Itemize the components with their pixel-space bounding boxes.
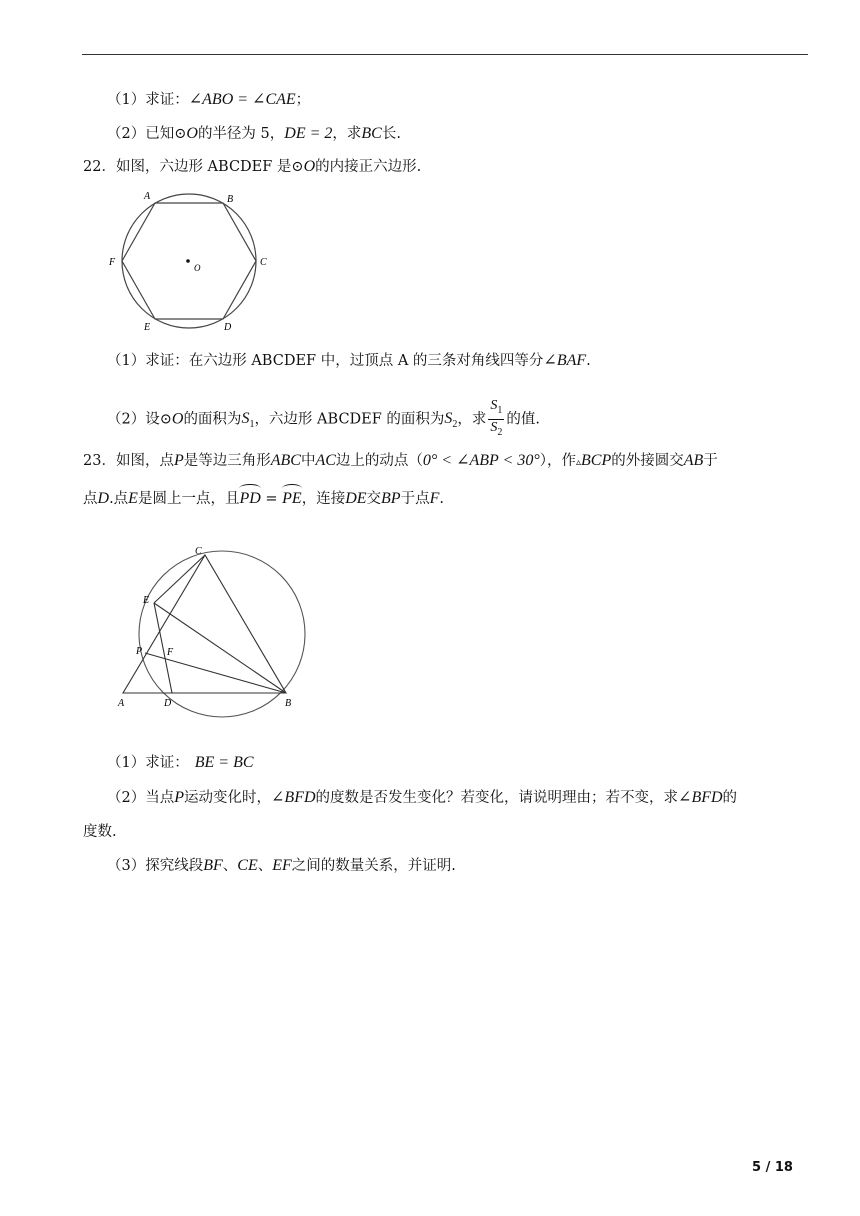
q21-part1-suffix: ； [295,92,311,108]
q23-point-E: E [128,490,138,507]
q23-part3 [107,856,456,876]
q23-triangle-BCP: BCP [581,452,612,469]
q22-fraction-numerator [488,398,504,420]
q22-part2-text-b: 的面积为 [183,411,242,428]
q23-arc-PE: PE [282,490,302,507]
q23-part2-point-P: P [174,789,185,806]
q23-part1-label: （1）求证： [107,755,189,771]
q23-condition: 0° < ∠ABP < 30° [422,452,540,469]
q22-part2-S2-sub: 2 [452,419,458,431]
q22-fraction-num-sub: 1 [497,404,503,416]
q22-stem-circle-name: O [303,158,316,175]
q22-part2-text-a: （2）设⊙ [107,411,172,428]
q22-part1 [107,351,591,371]
q23-part3-text-a: （3）探究线段 [107,858,204,874]
q23-segment-EF: EF [272,857,292,874]
q23-circumcircle [139,551,305,717]
q23-part2-angle-2: ∠BFD [678,789,723,806]
q22-label-B: B [227,194,234,205]
q23-part2 [107,788,737,808]
q23-stem-line1 [83,451,718,473]
q23-part2-line2 [83,822,117,842]
q22-part1-text: （1）求证：在六边形 ABCDEF 中，过顶点 A 的三条对角线四等分 [107,353,544,369]
q23-part1-expr: BE = BC [194,754,254,771]
q23-point-P: P [173,452,184,469]
q22-part2-S1-sub: 1 [249,419,255,431]
q22-part2-text-d: ，求 [457,411,487,428]
q23-sep-1: 、 [222,858,238,874]
q23-part1 [107,753,254,773]
q22-stem-text-a: 22．如图，六边形 ABCDEF 是⊙ [83,159,304,175]
q22-stem-text-b: 的内接正六边形. [315,159,422,175]
q23-part2-text-a: （2）当点 [107,790,175,806]
q23-text-d: 边上的动点（ [335,453,423,469]
q22-label-F: F [109,257,116,268]
q22-part2-S1 [241,410,255,431]
q22-fraction-den-sub: 2 [497,426,503,438]
q23-side-AB: AB [683,452,704,469]
q23-text-l: 交 [366,491,382,507]
q21-part2-text-b: 的半径为 5， [197,126,285,142]
header-rule [82,54,808,55]
q22-fraction-den-letter: S [490,419,498,435]
q23-text-h: 点 [83,491,98,507]
q22-center-dot [186,259,190,263]
q23-segment-BF: BF [203,857,223,874]
q22-part2-S2-letter: S [444,410,453,428]
q23-stem-line2 [83,489,444,509]
q23-part2-text-c: 的度数是否发生变化？若变化，请说明理由；若不变，求 [315,790,679,806]
q23-text-e: ），作 [539,453,576,469]
q22-label-E: E [144,322,151,333]
q23-part3-text-b: 之间的数量关系，并证明. [291,858,456,874]
q23-label-F: F [167,647,174,658]
q23-segment-CE: CE [237,857,258,874]
q21-part2-circle-name: O [186,125,198,142]
q23-triangle-ABC: ABC [270,452,301,469]
q22-label-C: C [260,257,267,268]
q23-arc-PD: PD [239,490,261,507]
q22-hexagon-figure [100,185,280,335]
q23-text-c: 中 [300,453,316,469]
q23-part2-angle: ∠BFD [271,789,316,806]
q23-segment-PB [145,653,286,693]
q23-segment-DE: DE [345,490,367,507]
q21-part1-expr: ∠ABO = ∠CAE [188,91,296,108]
q22-stem [83,157,421,177]
q21-part2 [107,124,401,144]
q23-text-a: 23．如图，点 [83,453,174,469]
q22-part1-period: . [586,353,591,369]
q23-label-E: E [143,595,150,606]
q23-part2-text-d: 的 [722,790,738,806]
q21-part2-text-a: （2）已知⊙ [107,126,187,142]
q23-segment-BP: BP [381,490,401,507]
q23-text-j: 是圆上一点，且 [137,491,240,507]
q23-text-i: .点 [109,491,129,507]
q22-part1-expr: ∠BAF [543,352,587,369]
q23-triangle-ABC-shape [123,555,286,693]
q23-side-AC: AC [315,452,336,469]
q23-text-b: 是等边三角形 [183,453,271,469]
q21-part1-label: （1）求证： [107,92,189,108]
q23-label-P: P [136,646,143,657]
q23-label-C: C [195,546,202,557]
q23-label-D: D [164,698,172,709]
q23-part2-text-b: 运动变化时， [184,790,272,806]
q23-text-n: . [439,491,444,507]
q23-label-B: B [285,698,292,709]
q21-part1 [107,90,310,110]
q21-part2-expr: DE = 2 [284,125,333,142]
q22-part2-S2 [444,410,458,431]
q23-text-f: 的外接圆交 [611,453,684,469]
q22-label-A: A [144,191,151,202]
q22-part2 [107,398,540,441]
q23-point-D: D [97,490,110,507]
q22-part2-S1-letter: S [241,410,250,428]
q22-part2-fraction [488,398,504,441]
q21-part2-text-d: 长. [381,126,401,142]
q23-label-A: A [118,698,125,709]
q22-fraction-denominator [488,420,504,441]
q23-part2-text-e: 度数. [83,824,117,840]
q22-part2-text-e: 的值. [506,411,541,428]
q23-text-k: ，连接 [301,491,346,507]
q22-label-O: O [194,263,201,273]
q23-point-F: F [429,490,440,507]
page-number: 5 / 18 [752,1160,793,1175]
q22-part2-circle-name: O [171,410,184,428]
q21-part2-text-c: ，求 [332,126,362,142]
q22-part2-text-c: ，六边形 ABCDEF 的面积为 [254,411,445,428]
q23-sep-2: 、 [257,858,273,874]
q21-part2-segment: BC [361,125,382,142]
q23-figure [110,538,330,723]
q23-text-m: 于点 [400,491,430,507]
q22-label-D: D [224,322,232,333]
q23-triangle-symbol: ▵ [575,457,582,468]
q23-equals: = [260,491,283,507]
q23-text-g: 于 [703,453,718,469]
q23-segment-EB [154,603,286,693]
q22-fraction-num-letter: S [490,398,498,413]
